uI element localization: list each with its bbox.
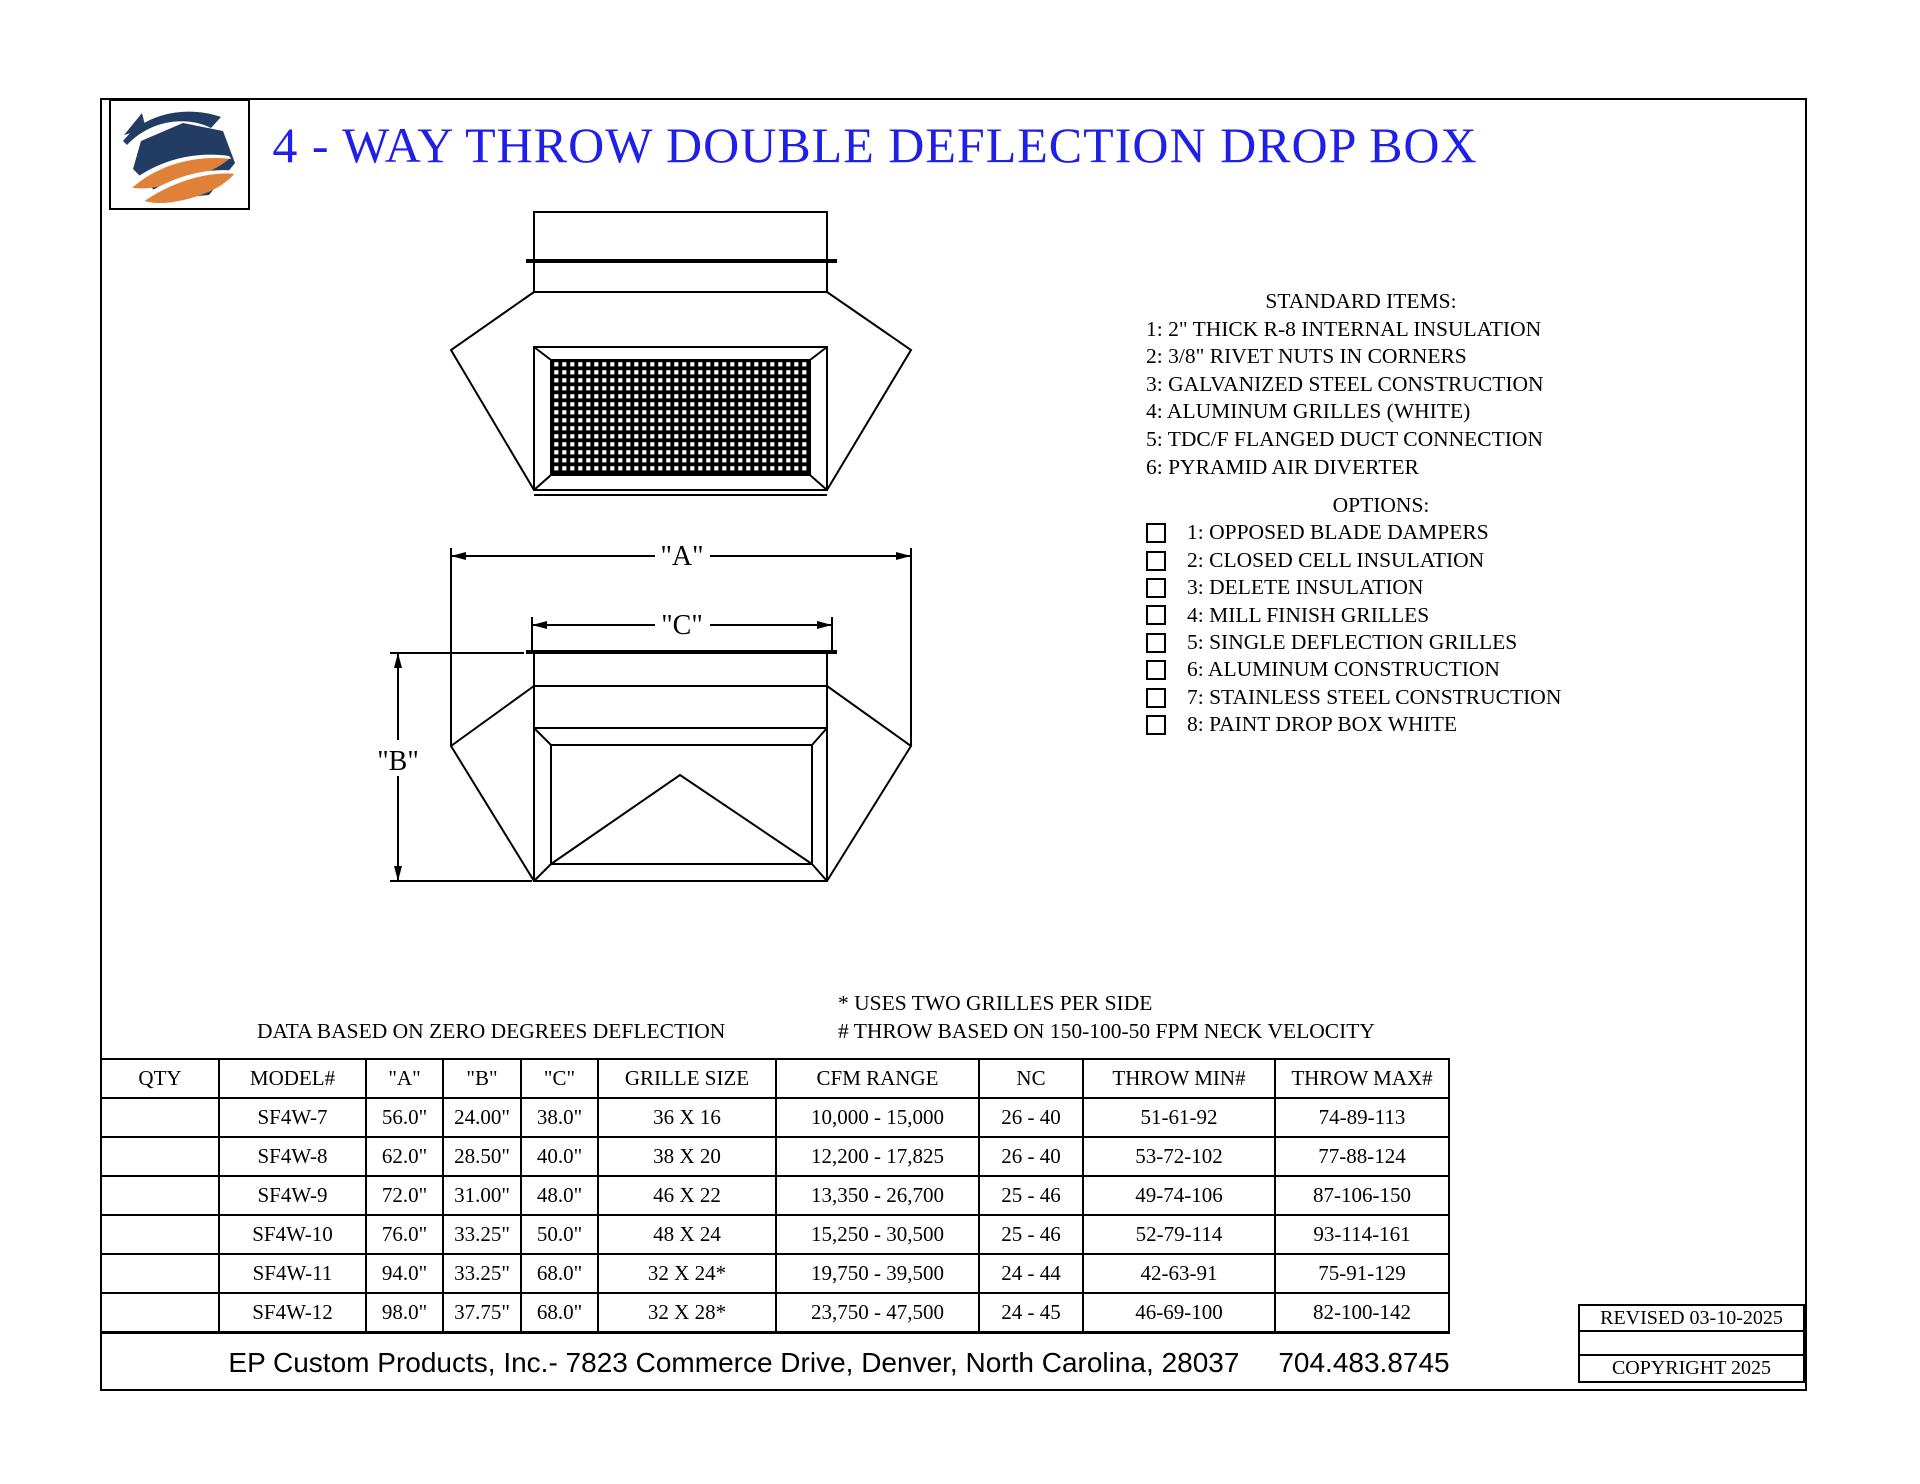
option-checkbox[interactable] xyxy=(1146,715,1166,735)
left-taper-front-view xyxy=(451,686,534,881)
column-header: "C" xyxy=(521,1059,598,1098)
options-block xyxy=(1146,492,1616,739)
option-label: 2: CLOSED CELL INSULATION xyxy=(1187,547,1485,572)
spec-cell: 46 X 22 xyxy=(598,1176,776,1215)
spec-cell: 94.0" xyxy=(366,1254,443,1293)
option-row xyxy=(1146,547,1616,574)
bottom-face xyxy=(534,728,827,881)
spec-cell: 10,000 - 15,000 xyxy=(776,1098,979,1137)
table-row xyxy=(101,1176,1449,1215)
page-title: 4 - WAY THROW DOUBLE DEFLECTION DROP BOX xyxy=(272,117,1478,173)
spec-cell: 75-91-129 xyxy=(1275,1254,1449,1293)
spec-cell: 24.00" xyxy=(443,1098,521,1137)
dim-label-b: "B" xyxy=(377,746,419,777)
standard-item: 1: 2" THICK R-8 INTERNAL INSULATION xyxy=(1146,316,1542,341)
right-taper-top-view xyxy=(827,292,911,490)
option-label: 4: MILL FINISH GRILLES xyxy=(1187,602,1430,627)
column-header: THROW MAX# xyxy=(1275,1059,1449,1098)
column-header: MODEL# xyxy=(219,1059,366,1098)
spec-cell: 48 X 24 xyxy=(598,1215,776,1254)
spec-cell: 32 X 28* xyxy=(598,1293,776,1333)
option-label: 5: SINGLE DEFLECTION GRILLES xyxy=(1187,630,1518,655)
spec-cell: 98.0" xyxy=(366,1293,443,1333)
standard-item: 6: PYRAMID AIR DIVERTER xyxy=(1146,454,1419,479)
qty-cell[interactable] xyxy=(101,1215,219,1254)
standard-item: 5: TDC/F FLANGED DUCT CONNECTION xyxy=(1146,426,1543,451)
option-row xyxy=(1146,711,1616,738)
table-row xyxy=(101,1254,1449,1293)
column-header: GRILLE SIZE xyxy=(598,1059,776,1098)
standard-items-block xyxy=(1146,288,1576,481)
spec-table xyxy=(100,1058,1450,1334)
note-zero-deflection: DATA BASED ON ZERO DEGREES DEFLECTION xyxy=(257,1019,726,1043)
left-taper-top-view xyxy=(451,292,534,490)
spec-cell: 28.50" xyxy=(443,1137,521,1176)
qty-cell[interactable] xyxy=(101,1293,219,1333)
spec-cell: 68.0" xyxy=(521,1293,598,1333)
spec-cell: 46-69-100 xyxy=(1083,1293,1275,1333)
option-label: 6: ALUMINUM CONSTRUCTION xyxy=(1187,657,1500,682)
options-list xyxy=(1146,519,1616,738)
spec-cell: 38 X 20 xyxy=(598,1137,776,1176)
duct-inlet xyxy=(534,212,827,260)
spec-cell: 52-79-114 xyxy=(1083,1215,1275,1254)
spec-cell: 51-61-92 xyxy=(1083,1098,1275,1137)
drop-box-drawing xyxy=(360,200,930,900)
spec-cell: 82-100-142 xyxy=(1275,1293,1449,1333)
right-taper-front-view xyxy=(827,686,911,881)
column-header: NC xyxy=(979,1059,1083,1098)
column-header: THROW MIN# xyxy=(1083,1059,1275,1098)
spec-cell: 50.0" xyxy=(521,1215,598,1254)
spec-cell: 32 X 24* xyxy=(598,1254,776,1293)
column-header: CFM RANGE xyxy=(776,1059,979,1098)
spec-cell: 26 - 40 xyxy=(979,1098,1083,1137)
spec-cell: SF4W-7 xyxy=(219,1098,366,1137)
column-header: QTY xyxy=(101,1059,219,1098)
spec-cell: 37.75" xyxy=(443,1293,521,1333)
table-row xyxy=(101,1137,1449,1176)
spec-header-row xyxy=(101,1059,1449,1098)
spec-cell: 15,250 - 30,500 xyxy=(776,1215,979,1254)
table-row xyxy=(101,1215,1449,1254)
spec-body xyxy=(101,1098,1449,1333)
spec-cell: 77-88-124 xyxy=(1275,1137,1449,1176)
spec-cell: 68.0" xyxy=(521,1254,598,1293)
dim-label-c: "C" xyxy=(661,610,703,641)
table-row xyxy=(101,1293,1449,1333)
spec-cell: 76.0" xyxy=(366,1215,443,1254)
spec-cell: 13,350 - 26,700 xyxy=(776,1176,979,1215)
option-label: 8: PAINT DROP BOX WHITE xyxy=(1187,712,1457,737)
option-row xyxy=(1146,602,1616,629)
copyright-stamp: COPYRIGHT 2025 xyxy=(1578,1354,1805,1383)
standard-item: 3: GALVANIZED STEEL CONSTRUCTION xyxy=(1146,371,1544,396)
option-checkbox[interactable] xyxy=(1146,660,1166,680)
option-checkbox[interactable] xyxy=(1146,523,1166,543)
option-checkbox[interactable] xyxy=(1146,605,1166,625)
qty-cell[interactable] xyxy=(101,1254,219,1293)
spec-cell: 26 - 40 xyxy=(979,1137,1083,1176)
spec-cell: 33.25" xyxy=(443,1254,521,1293)
spec-cell: 31.00" xyxy=(443,1176,521,1215)
company-logo xyxy=(111,101,244,204)
standard-items-heading: STANDARD ITEMS: xyxy=(1265,289,1457,313)
option-checkbox[interactable] xyxy=(1146,688,1166,708)
standard-item: 2: 3/8" RIVET NUTS IN CORNERS xyxy=(1146,344,1467,369)
spec-cell: SF4W-10 xyxy=(219,1215,366,1254)
spec-cell: 49-74-106 xyxy=(1083,1176,1275,1215)
spec-cell: SF4W-9 xyxy=(219,1176,366,1215)
option-checkbox[interactable] xyxy=(1146,633,1166,653)
standard-items-list xyxy=(1146,316,1576,482)
dim-label-a: "A" xyxy=(660,541,704,572)
spec-cell: 33.25" xyxy=(443,1215,521,1254)
spec-cell: 48.0" xyxy=(521,1176,598,1215)
option-label: 3: DELETE INSULATION xyxy=(1187,575,1424,600)
option-label: 1: OPPOSED BLADE DAMPERS xyxy=(1187,520,1489,545)
option-label: 7: STAINLESS STEEL CONSTRUCTION xyxy=(1187,684,1562,709)
spec-cell: 93-114-161 xyxy=(1275,1215,1449,1254)
option-row xyxy=(1146,684,1616,711)
logo-box xyxy=(109,99,250,210)
spec-cell: 24 - 44 xyxy=(979,1254,1083,1293)
spec-cell: 87-106-150 xyxy=(1275,1176,1449,1215)
blank-stamp-box xyxy=(1578,1330,1805,1356)
spec-cell: 24 - 45 xyxy=(979,1293,1083,1333)
note-two-grilles: * USES TWO GRILLES PER SIDE xyxy=(838,991,1153,1015)
company-footer: EP Custom Products, Inc.- 7823 Commerce Drive, Denver, North Carolina, 28037 704.483.8745 xyxy=(228,1347,1450,1378)
spec-cell: SF4W-11 xyxy=(219,1254,366,1293)
qty-cell[interactable] xyxy=(101,1137,219,1176)
spec-cell: SF4W-8 xyxy=(219,1137,366,1176)
spec-cell: 38.0" xyxy=(521,1098,598,1137)
standard-item: 4: ALUMINUM GRILLES (WHITE) xyxy=(1146,399,1471,424)
spec-cell: 25 - 46 xyxy=(979,1176,1083,1215)
option-row xyxy=(1146,519,1616,546)
table-row xyxy=(101,1098,1449,1137)
spec-cell: 36 X 16 xyxy=(598,1098,776,1137)
spec-cell: 42-63-91 xyxy=(1083,1254,1275,1293)
option-row xyxy=(1146,574,1616,601)
spec-cell: 62.0" xyxy=(366,1137,443,1176)
spec-cell: SF4W-12 xyxy=(219,1293,366,1333)
pyramid-diverter xyxy=(551,775,812,864)
column-header: "B" xyxy=(443,1059,521,1098)
spec-cell: 74-89-113 xyxy=(1275,1098,1449,1137)
spec-cell: 72.0" xyxy=(366,1176,443,1215)
spec-cell: 12,200 - 17,825 xyxy=(776,1137,979,1176)
spec-cell: 53-72-102 xyxy=(1083,1137,1275,1176)
column-header: "A" xyxy=(366,1059,443,1098)
option-row xyxy=(1146,629,1616,656)
qty-cell[interactable] xyxy=(101,1176,219,1215)
grille-mesh xyxy=(551,360,810,475)
spec-cell: 40.0" xyxy=(521,1137,598,1176)
qty-cell[interactable] xyxy=(101,1098,219,1137)
option-row xyxy=(1146,656,1616,683)
spec-cell: 56.0" xyxy=(366,1098,443,1137)
revised-stamp: REVISED 03-10-2025 xyxy=(1578,1304,1805,1332)
spec-cell: 23,750 - 47,500 xyxy=(776,1293,979,1333)
option-checkbox[interactable] xyxy=(1146,578,1166,598)
spec-cell: 19,750 - 39,500 xyxy=(776,1254,979,1293)
note-throw-velocity: # THROW BASED ON 150-100-50 FPM NECK VELOCITY xyxy=(838,1019,1375,1043)
spec-cell: 25 - 46 xyxy=(979,1215,1083,1254)
options-heading: OPTIONS: xyxy=(1332,493,1430,517)
option-checkbox[interactable] xyxy=(1146,551,1166,571)
